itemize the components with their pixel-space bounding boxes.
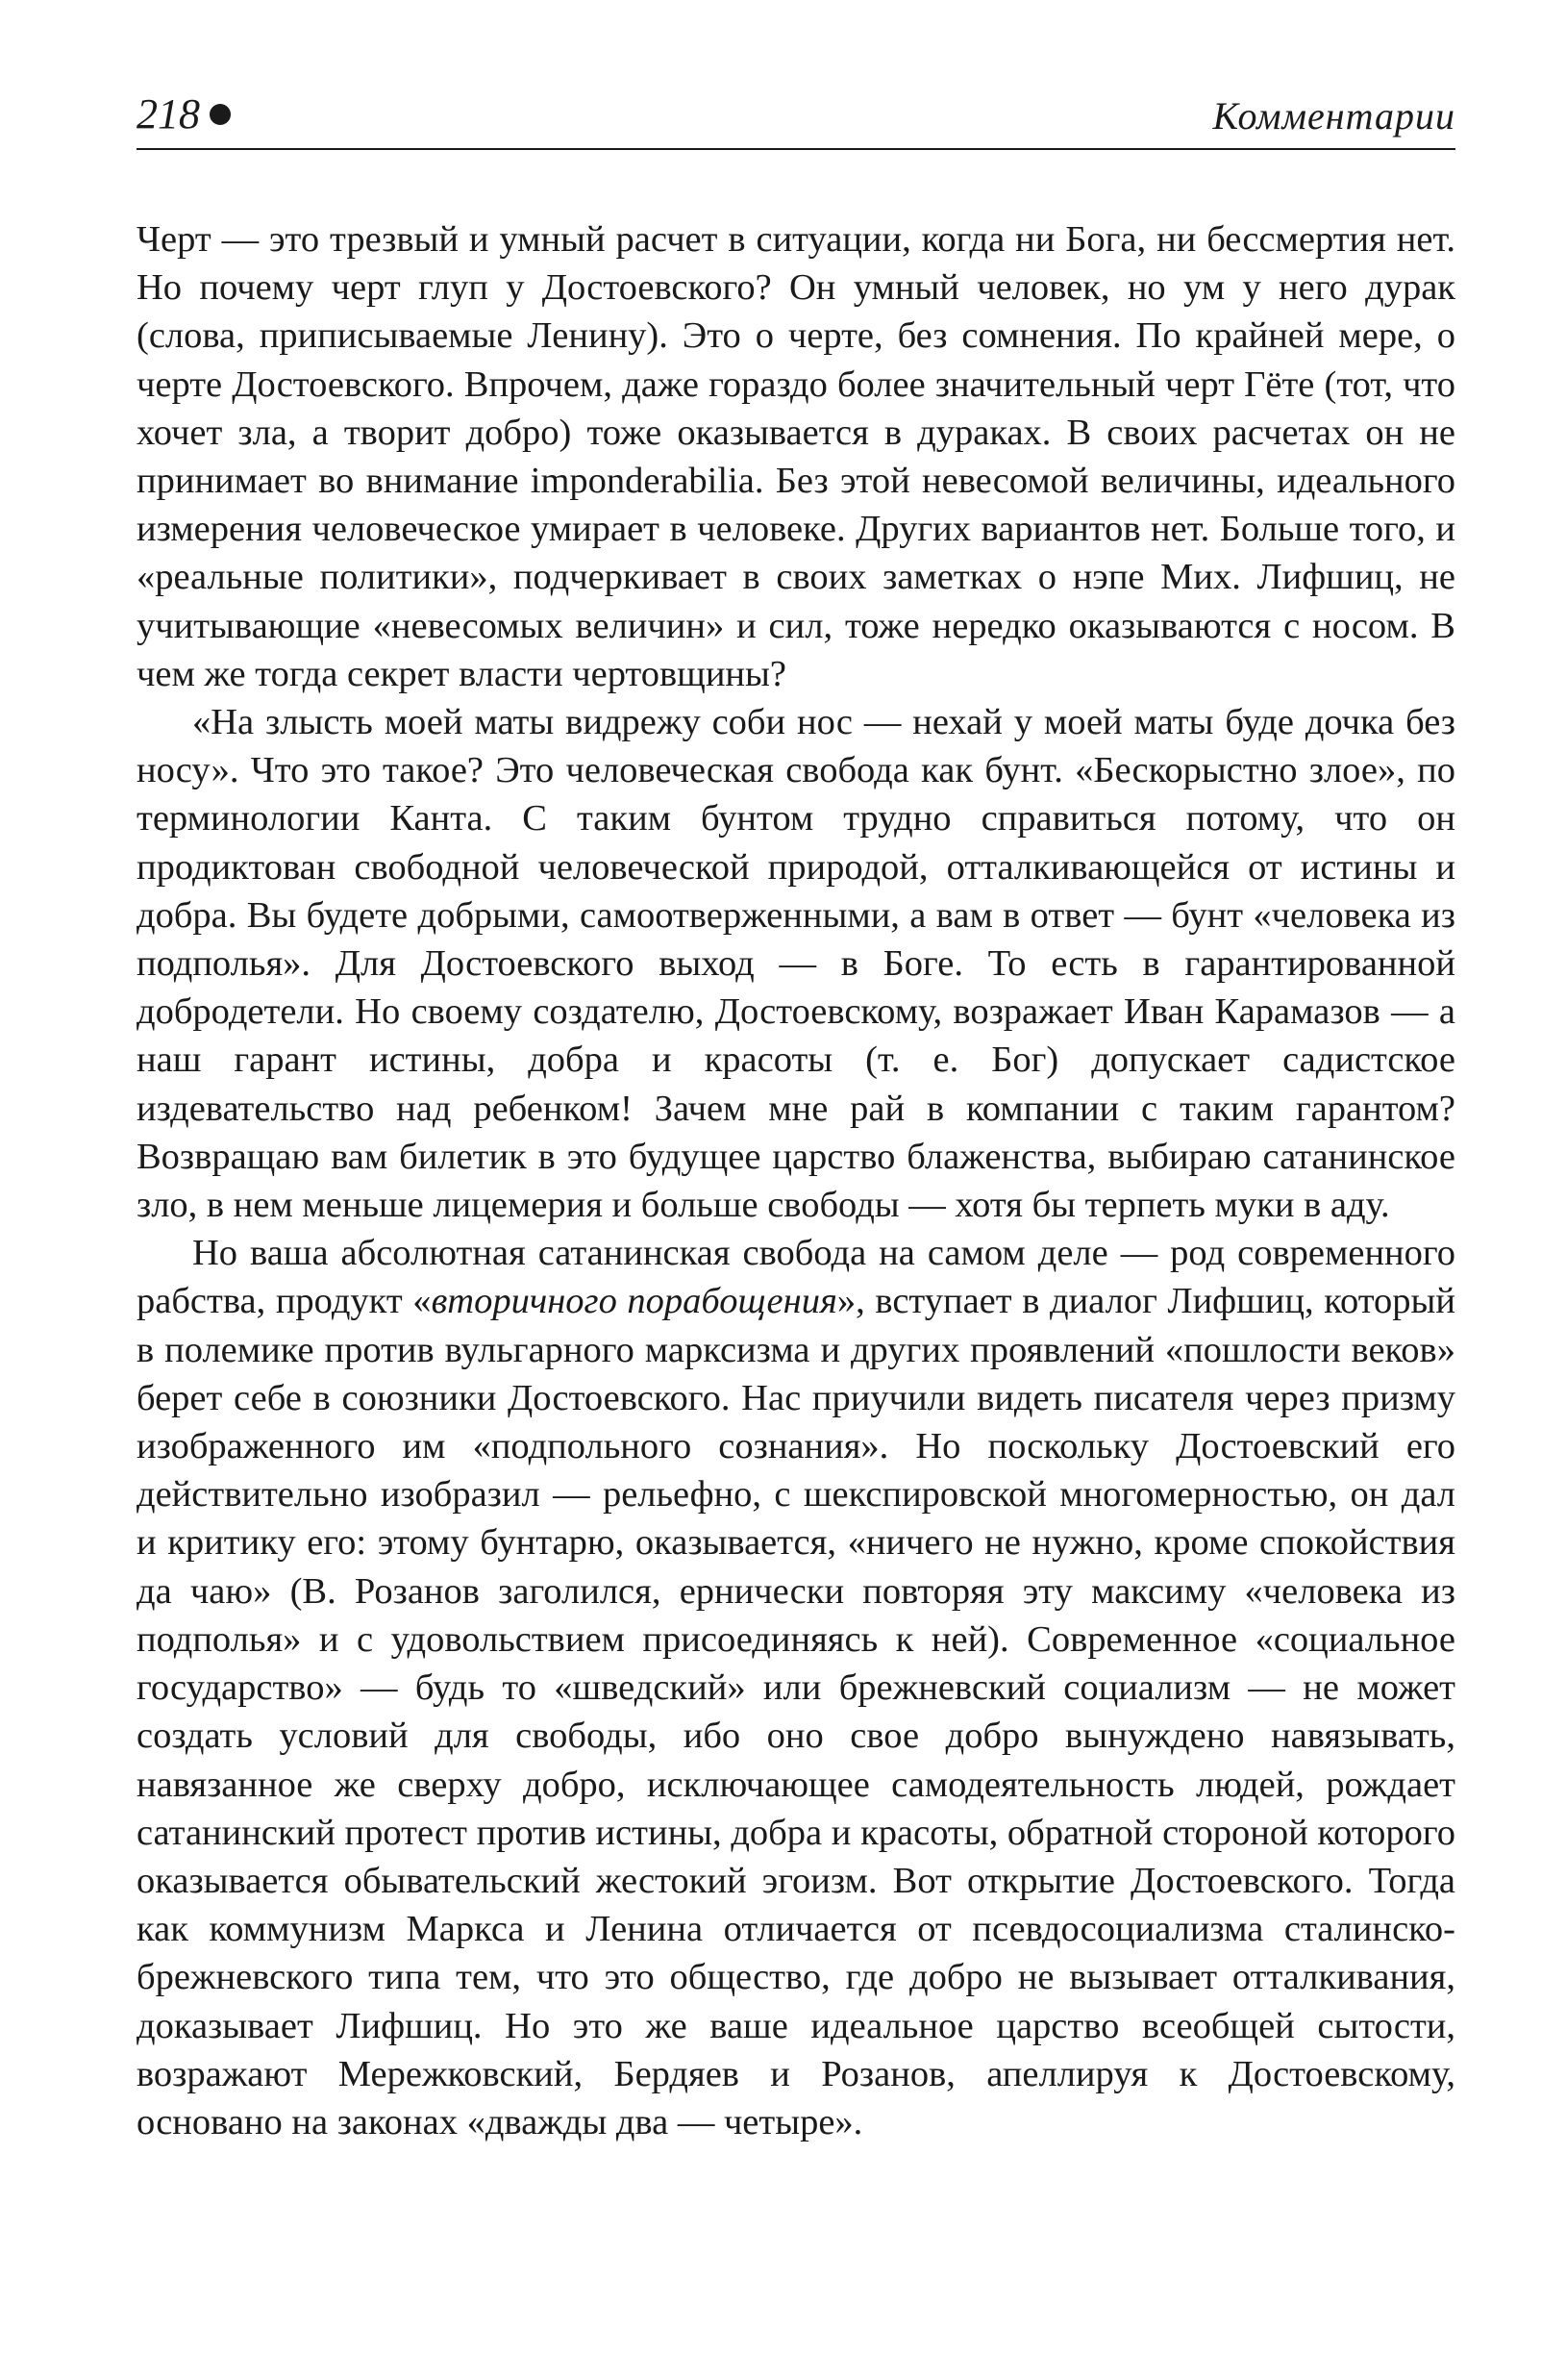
paragraph — [137, 215, 1455, 698]
text-segment: Черт — это трезвый и умный расчет в ситуации, когда ни Бога, ни бессмертия нет. Но почему черт глуп у Достоевского? Он умный человек, но ум у него дурак (слова, приписываемые Ленину). Это о черте, без сомнения. По крайней мере, о черте Достоевского. Впрочем, даже гораздо более значительный черт Гёте (тот, что хочет зла, а творит добро) тоже оказывается в дураках. В своих расчетах он не принимает во внимание imponderabilia. Без этой невесомой величины, идеального измерения человеческое умирает в человеке. Других вариантов нет. Больше того, и «реальные политики», подчеркивает в своих заметках о нэпе Мих. Лифшиц, не учитывающие «невесомых величин» и сил, тоже нередко оказываются с носом. В чем же тогда секрет власти чертовщины? — [137, 219, 1455, 694]
bullet-icon — [210, 104, 231, 125]
text-segment: «На злысть моей маты видрежу соби нос — нехай у моей маты буде дочка без носу». Что это такое? Это человеческая свобода как бунт. «Бескорыстно злое», по терминологии Канта. С таким бунтом трудно справиться потому, что он продиктован свободной человеческой природой, отталкивающейся от истины и добра. Вы будете добрыми, самоотверженными, а вам в ответ — бунт «человека из подполья». Для Достоевского выход — в Боге. То есть в гарантированной добродетели. Но своему создателю, Достоевскому, возражает Иван Карамазов — а наш гарант истины, добра и красоты (т. е. Бог) допускает садистское издевательство над ребенком! Зачем мне рай в компании с таким гарантом? Возвращаю вам билетик в это будущее царство блаженства, выбираю сатанинское зло, в нем меньше лицемерия и больше свободы — хотя бы терпеть муки в аду. — [137, 702, 1455, 1226]
paragraph — [137, 1229, 1455, 2146]
text-segment: », вступает в диалог Лифшиц, который в полемике против вульгарного марксизма и других проявлений «пошлости веков» берет себе в союзники Достоевского. Нас приучили видеть писателя через призму изображенного им «подпольного сознания». Но поскольку Достоевский его действительно изобразил — рельефно, с шекспировской многомерностью, он дал и критику его: этому бунтарю, оказывается, «ничего не нужно, кроме спокойствия да чаю» (В. Розанов заголился, ернически повторяя эту максиму «человека из подполья» и с удовольствием присоединяясь к ней). Современное «социальное государство» — будь то «шведский» или брежневский социализм — не может создать условий для свободы, ибо оно свое добро вынуждено навязывать, навязанное же сверху добро, исключающее самодеятельность людей, рождает сатанинский протест против истины, добра и красоты, обратной стороной которого оказывается обывательский жестокий эгоизм. Вот открытие Достоевского. Тогда как коммунизм Маркса и Ленина отличается от псевдосоциализма сталинско-брежневского типа тем, что это общество, где добро не вызывает отталкивания, доказывает Лифшиц. Но это же ваше идеальное царство всеобщей сытости, возражают Мережковский, Бердяев и Розанов, апеллируя к Достоевскому, основано на законах «дважды два — четыре». — [137, 1281, 1455, 2142]
page-number — [137, 90, 231, 138]
text-segment: Но ваша абсолютная сатанинская свобода на самом деле — род современного рабства, продукт « — [137, 1233, 1455, 1322]
body-text — [137, 215, 1455, 2146]
paragraph — [137, 698, 1455, 1229]
book-page — [137, 88, 1455, 2146]
running-header — [137, 88, 1455, 150]
page-number-text: 218 — [137, 90, 200, 138]
italic-text-segment: вторичного порабощения — [431, 1281, 837, 1322]
section-title: Комментарии — [1212, 94, 1455, 138]
